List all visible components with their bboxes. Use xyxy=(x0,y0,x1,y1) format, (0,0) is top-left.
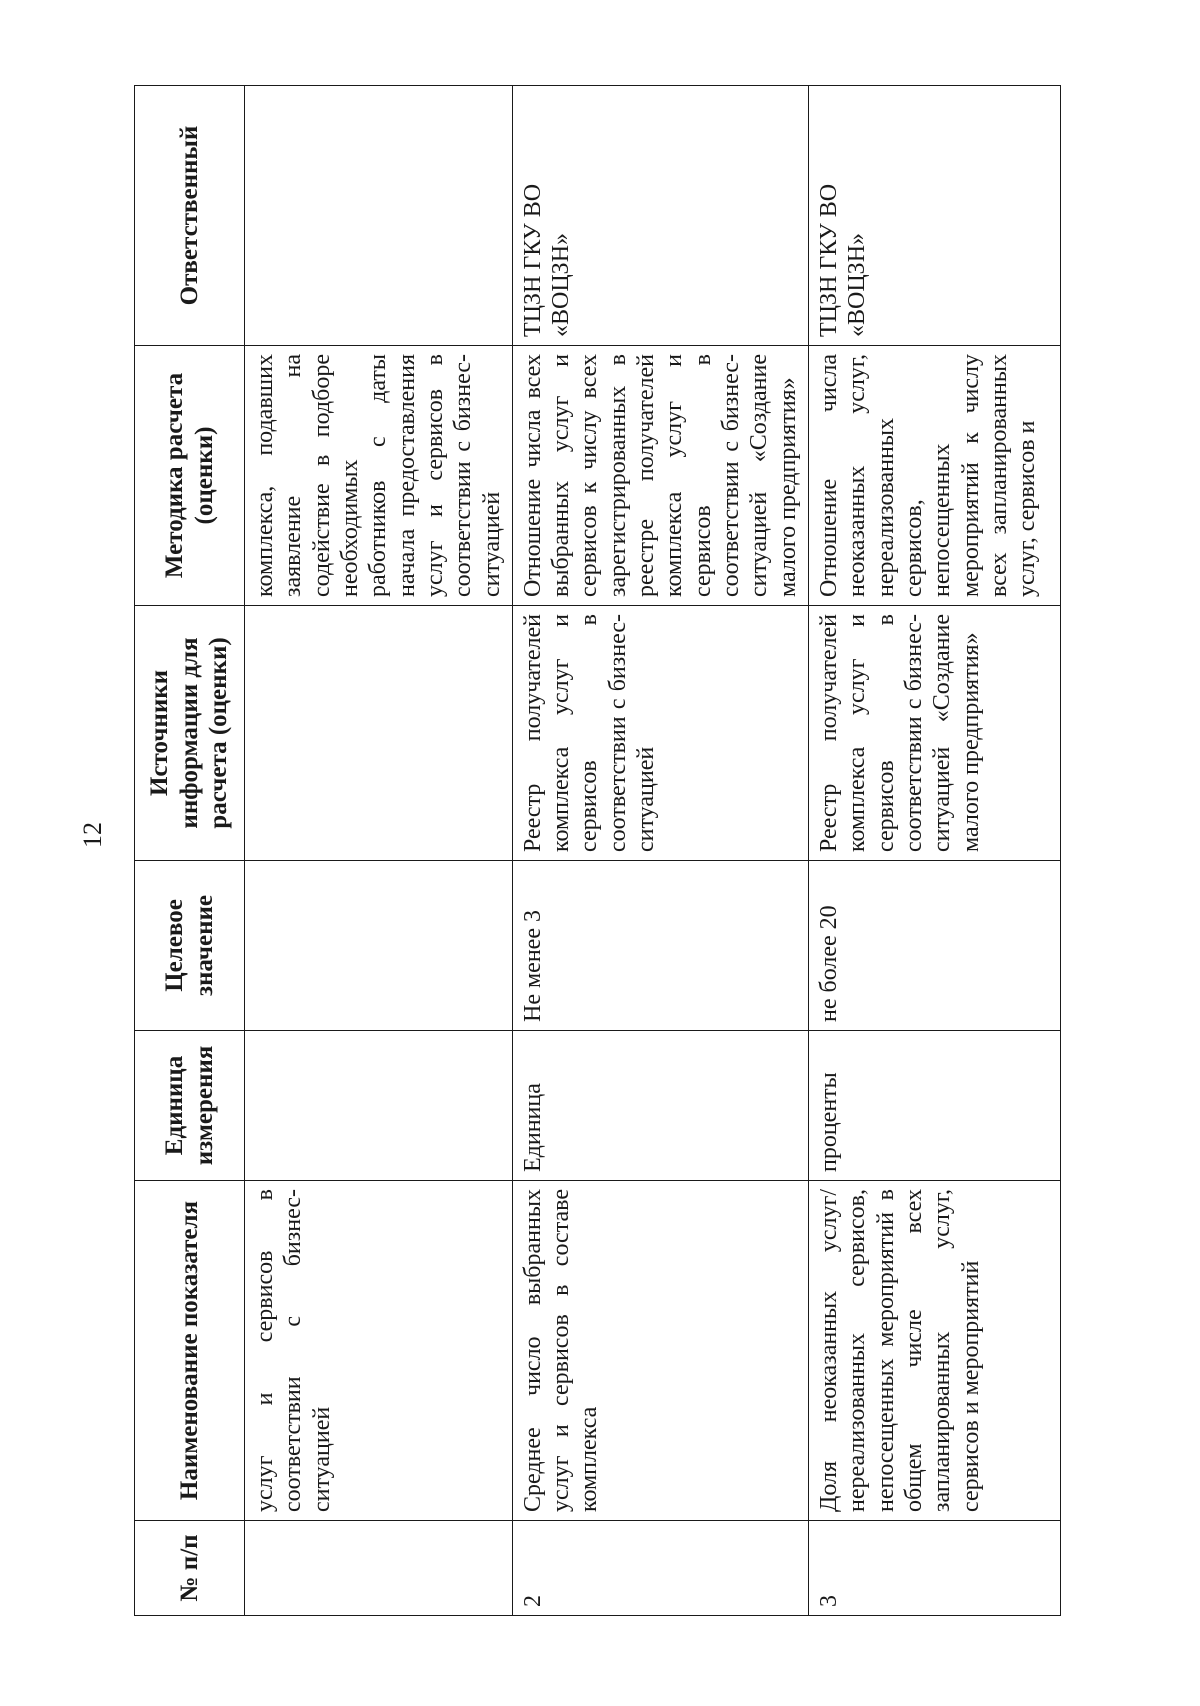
cell-source xyxy=(245,606,513,861)
cell-target xyxy=(245,861,513,1031)
cell-responsible: ТЦЗН ГКУ ВО «ВОЦЗН» xyxy=(512,86,808,346)
page-number: 12 xyxy=(78,822,107,848)
cell-name: Доля неоказанных услуг/нереализованных сервисов, непосещенных мероприятий в общем числе всех запланированных услуг, сервисов и мероприятий xyxy=(808,1181,1060,1521)
cell-method: Отношение числа всех выбранных услуг и сервисов к числу всех зарегистрированных в реестре получателей комплекса услуг и сервисов в соответствии с бизнес-ситуацией «Создание малого предприятия» xyxy=(512,346,808,606)
table-row xyxy=(245,86,513,1616)
cell-responsible xyxy=(245,86,513,346)
cell-unit: Единица xyxy=(512,1031,808,1181)
cell-target: Не менее 3 xyxy=(512,861,808,1031)
cell-num: 3 xyxy=(808,1521,1060,1616)
header-method: Методика расчета (оценки) xyxy=(135,346,245,606)
header-name: Наименование показателя xyxy=(135,1181,245,1521)
header-num: № п/п xyxy=(135,1521,245,1616)
cell-name: Среднее число выбранных услуг и сервисов в составе комплекса xyxy=(512,1181,808,1521)
table-row xyxy=(808,86,1060,1616)
cell-source: Реестр получателей комплекса услуг и сервисов в соответствии с бизнес-ситуацией xyxy=(512,606,808,861)
cell-name: услуг и сервисов в соответствии с бизнес-ситуацией xyxy=(245,1181,513,1521)
header-target: Целевое значение xyxy=(135,861,245,1031)
table-row xyxy=(512,86,808,1616)
table-header-row xyxy=(135,86,245,1616)
cell-num xyxy=(245,1521,513,1616)
indicators-table xyxy=(134,85,1061,1616)
cell-source: Реестр получателей комплекса услуг и сервисов в соответствии с бизнес-ситуацией «Создание малого предприятия» xyxy=(808,606,1060,861)
header-responsible: Ответственный xyxy=(135,86,245,346)
rotated-table-container xyxy=(134,86,1041,1616)
cell-num: 2 xyxy=(512,1521,808,1616)
cell-responsible: ТЦЗН ГКУ ВО «ВОЦЗН» xyxy=(808,86,1060,346)
cell-method: комплекса, подавших заявление на содействие в подборе необходимых работников с даты начала предоставления услуг и сервисов в соответствии с бизнес-ситуацией xyxy=(245,346,513,606)
cell-unit xyxy=(245,1031,513,1181)
cell-unit: проценты xyxy=(808,1031,1060,1181)
cell-method: Отношение числа неоказанных услуг, нереализованных сервисов, непосещенных мероприятий к числу всех запланированных услуг, сервисов и xyxy=(808,346,1060,606)
header-source: Источники информации для расчета (оценки) xyxy=(135,606,245,861)
header-unit: Единица измерения xyxy=(135,1031,245,1181)
cell-target: не более 20 xyxy=(808,861,1060,1031)
